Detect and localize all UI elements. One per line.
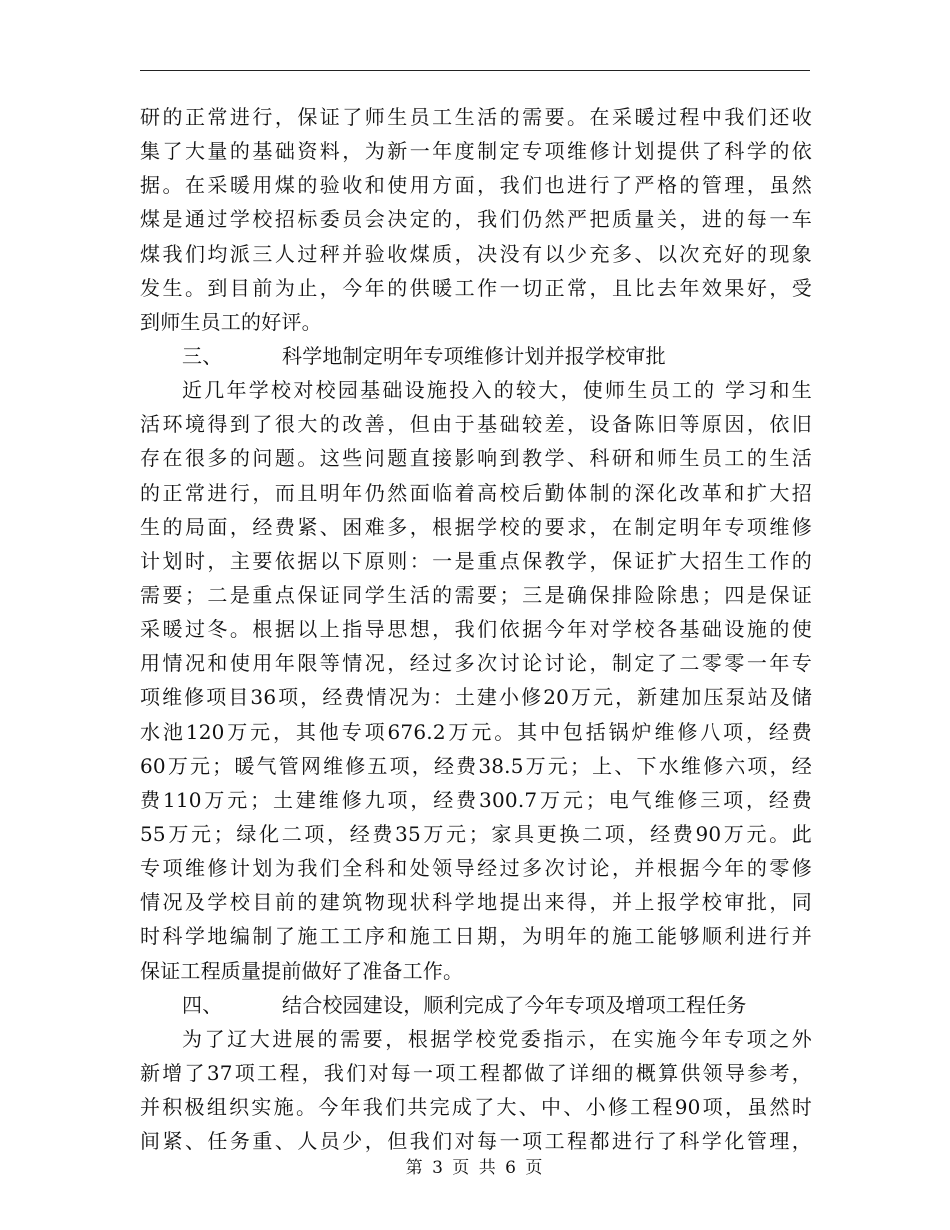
section-title: 结合校园建设，顺利完成了今年专项及增项工程任务: [282, 992, 747, 1017]
text-line: 项维修项目36项，经费情况为：土建小修20万元，新建加压泵站及储: [140, 685, 812, 710]
text-line: 情况及学校目前的建筑物现状科学地提出来得，并上报学校审批，同: [140, 890, 812, 915]
section-heading-4: [140, 988, 812, 1022]
text-line: 存在很多的问题。这些问题直接影响到教学、科研和师生员工的生活: [140, 446, 812, 471]
text-line: 费110万元；土建维修九项，经费300.7万元；电气维修三项，经费: [140, 787, 812, 812]
text-line: 时科学地编制了施工工序和施工日期，为明年的施工能够顺利进行并: [140, 924, 812, 949]
text-line: 生的局面，经费紧、困难多，根据学校的要求，在制定明年专项维修: [140, 514, 812, 539]
text-line: 到师生员工的好评。: [140, 309, 322, 334]
text-line: 专项维修计划为我们全科和处领导经过多次讨论，并根据今年的零修: [140, 856, 812, 881]
text-line: 煤我们均派三人过秤并验收煤质，决没有以少充多、以次充好的现象: [140, 241, 812, 266]
section-heading-3: [140, 339, 812, 373]
text-line: 采暖过冬。根据以上指导思想，我们依据今年对学校各基础设施的使: [140, 617, 812, 642]
text-line: 55万元；绿化二项，经费35万元；家具更换二项，经费90万元。此: [140, 821, 812, 846]
text-line: 煤是通过学校招标委员会决定的，我们仍然严把质量关，进的每一车: [140, 207, 812, 232]
document-body: [140, 100, 812, 1158]
text-line: 的正常进行，而且明年仍然面临着高校后勤体制的深化改革和扩大招: [140, 480, 812, 505]
text-line: 需要；二是重点保证同学生活的需要；三是确保排险除患；四是保证: [140, 582, 812, 607]
text-line: 并积极组织实施。今年我们共完成了大、中、小修工程90项，虽然时: [140, 1095, 812, 1120]
section-number: 四、: [182, 992, 223, 1017]
text-line: 集了大量的基础资料，为新一年度制定专项维修计划提供了科学的依: [140, 139, 812, 164]
header-rule: [140, 70, 810, 71]
text-line: 保证工程质量提前做好了准备工作。: [140, 958, 464, 983]
text-line: 间紧、任务重、人员少，但我们对每一项工程都进行了科学化管理，: [140, 1129, 812, 1154]
text-line: 为了辽大进展的需要，根据学校党委指示，在实施今年专项之外: [182, 1026, 812, 1051]
text-line: 新增了37项工程，我们对每一项工程都做了详细的概算供领导参考，: [140, 1060, 812, 1085]
section-title: 科学地制定明年专项维修计划并报学校审批: [282, 343, 666, 368]
text-line: 计划时，主要依据以下原则：一是重点保教学，保证扩大招生工作的: [140, 548, 812, 573]
text-line: 水池120万元，其他专项676.2万元。其中包括锅炉维修八项，经费: [140, 719, 812, 744]
text-line: 60万元；暖气管网维修五项，经费38.5万元；上、下水维修六项，经: [140, 753, 812, 778]
text-line: 研的正常进行，保证了师生员工生活的需要。在采暖过程中我们还收: [140, 105, 812, 129]
section-number: 三、: [182, 343, 223, 368]
text-line: 近几年学校对校园基础设施投入的较大，使师生员工的 学习和生: [182, 378, 812, 403]
text-line: 用情况和使用年限等情况，经过多次讨论讨论，制定了二零零一年专: [140, 651, 812, 676]
page-footer: 第 3 页 共 6 页: [405, 1158, 545, 1178]
text-line: 发生。到目前为止，今年的供暖工作一切正常，且比去年效果好，受: [140, 275, 812, 300]
text-line: 据。在采暖用煤的验收和使用方面，我们也进行了严格的管理，虽然: [140, 173, 812, 198]
text-line: 活环境得到了很大的改善，但由于基础较差，设备陈旧等原因，依旧: [140, 412, 812, 437]
